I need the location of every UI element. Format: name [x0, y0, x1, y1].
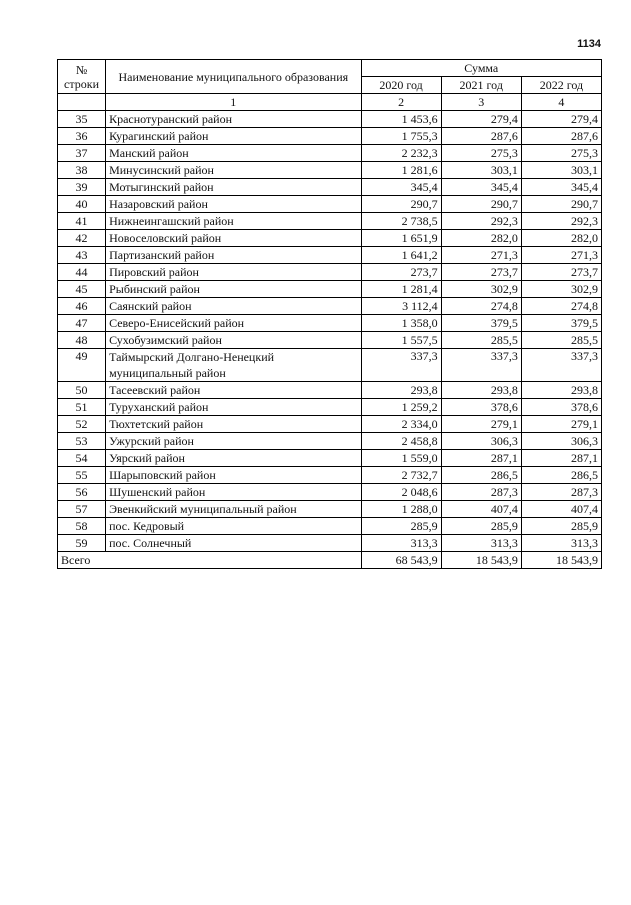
- row-value-2020: 2 732,7: [361, 467, 441, 484]
- row-value-2020: 1 641,2: [361, 247, 441, 264]
- row-value-2020: 1 281,6: [361, 162, 441, 179]
- row-name: Саянский район: [106, 298, 361, 315]
- row-value-2020: 1 755,3: [361, 128, 441, 145]
- row-value-2020: 1 559,0: [361, 450, 441, 467]
- row-number: 40: [58, 196, 106, 213]
- row-value-2021: 378,6: [441, 399, 521, 416]
- row-value-2022: 286,5: [521, 467, 601, 484]
- row-name: Шушенский район: [106, 484, 361, 501]
- row-value-2022: 287,3: [521, 484, 601, 501]
- total-2020: 68 543,9: [361, 552, 441, 569]
- header-index-4: 4: [521, 94, 601, 111]
- row-number: 45: [58, 281, 106, 298]
- row-value-2020: 3 112,4: [361, 298, 441, 315]
- row-value-2022: 345,4: [521, 179, 601, 196]
- row-value-2021: 275,3: [441, 145, 521, 162]
- row-number: 57: [58, 501, 106, 518]
- row-number: 46: [58, 298, 106, 315]
- table-row: [58, 332, 602, 349]
- row-value-2020: 2 334,0: [361, 416, 441, 433]
- row-value-2022: 274,8: [521, 298, 601, 315]
- header-no-word: строки: [64, 76, 100, 91]
- header-year-2020: 2020 год: [361, 77, 441, 94]
- table-row: [58, 128, 602, 145]
- row-value-2020: 2 458,8: [361, 433, 441, 450]
- row-value-2020: 337,3: [361, 349, 441, 382]
- row-number: 44: [58, 264, 106, 281]
- header-name: Наименование муниципального образования: [106, 60, 361, 94]
- row-value-2021: 287,3: [441, 484, 521, 501]
- row-value-2020: 273,7: [361, 264, 441, 281]
- row-value-2020: 1 259,2: [361, 399, 441, 416]
- row-value-2022: 275,3: [521, 145, 601, 162]
- page-number: 1134: [577, 38, 601, 50]
- row-number: 54: [58, 450, 106, 467]
- table-row: [58, 433, 602, 450]
- row-value-2021: 345,4: [441, 179, 521, 196]
- total-label: Всего: [58, 552, 362, 569]
- table-row: [58, 501, 602, 518]
- row-value-2021: 285,9: [441, 518, 521, 535]
- table-row: [58, 247, 602, 264]
- row-value-2022: 285,9: [521, 518, 601, 535]
- row-value-2020: 2 738,5: [361, 213, 441, 230]
- table-row: [58, 179, 602, 196]
- table-row: [58, 298, 602, 315]
- row-number: 38: [58, 162, 106, 179]
- row-name: Курагинский район: [106, 128, 361, 145]
- row-value-2022: 293,8: [521, 382, 601, 399]
- row-name: Партизанский район: [106, 247, 361, 264]
- table-row: [58, 467, 602, 484]
- row-number: 53: [58, 433, 106, 450]
- table-row: [58, 162, 602, 179]
- row-value-2021: 279,1: [441, 416, 521, 433]
- row-name: Тасеевский район: [106, 382, 361, 399]
- row-value-2020: 1 281,4: [361, 281, 441, 298]
- row-value-2021: 306,3: [441, 433, 521, 450]
- total-2022: 18 543,9: [521, 552, 601, 569]
- row-value-2022: 287,6: [521, 128, 601, 145]
- row-value-2022: 273,7: [521, 264, 601, 281]
- row-value-2022: 271,3: [521, 247, 601, 264]
- row-value-2020: 1 557,5: [361, 332, 441, 349]
- row-value-2020: 2 048,6: [361, 484, 441, 501]
- row-value-2021: 287,6: [441, 128, 521, 145]
- row-value-2021: 303,1: [441, 162, 521, 179]
- row-value-2020: 293,8: [361, 382, 441, 399]
- row-name: Рыбинский район: [106, 281, 361, 298]
- row-name: Назаровский район: [106, 196, 361, 213]
- row-number: 59: [58, 535, 106, 552]
- row-number: 50: [58, 382, 106, 399]
- row-number: 55: [58, 467, 106, 484]
- header-index-1: [58, 94, 106, 111]
- row-number: 35: [58, 111, 106, 128]
- row-value-2021: 279,4: [441, 111, 521, 128]
- total-2021: 18 543,9: [441, 552, 521, 569]
- header-row-number: [58, 60, 106, 94]
- row-name: Шарыповский район: [106, 467, 361, 484]
- row-name: Мотыгинский район: [106, 179, 361, 196]
- row-number: 56: [58, 484, 106, 501]
- table-row: [58, 450, 602, 467]
- row-value-2020: 1 358,0: [361, 315, 441, 332]
- row-value-2020: 1 453,6: [361, 111, 441, 128]
- row-number: 52: [58, 416, 106, 433]
- table-row: [58, 315, 602, 332]
- row-value-2022: 306,3: [521, 433, 601, 450]
- row-value-2022: 279,1: [521, 416, 601, 433]
- row-number: 36: [58, 128, 106, 145]
- row-value-2021: 282,0: [441, 230, 521, 247]
- row-name: Туруханский район: [106, 399, 361, 416]
- row-value-2022: 279,4: [521, 111, 601, 128]
- row-name: пос. Кедровый: [106, 518, 361, 535]
- row-value-2020: 313,3: [361, 535, 441, 552]
- header-sum: Сумма: [361, 60, 601, 77]
- row-number: 51: [58, 399, 106, 416]
- row-number: 41: [58, 213, 106, 230]
- table-row: [58, 145, 602, 162]
- table-body: [58, 111, 602, 552]
- row-value-2022: 379,5: [521, 315, 601, 332]
- table-row: [58, 281, 602, 298]
- table-header: [58, 60, 602, 111]
- row-value-2020: 290,7: [361, 196, 441, 213]
- row-value-2020: 285,9: [361, 518, 441, 535]
- row-value-2021: 271,3: [441, 247, 521, 264]
- row-name: Манский район: [106, 145, 361, 162]
- row-number: 58: [58, 518, 106, 535]
- row-value-2021: 274,8: [441, 298, 521, 315]
- row-value-2022: 378,6: [521, 399, 601, 416]
- row-value-2020: 2 232,3: [361, 145, 441, 162]
- row-value-2022: 290,7: [521, 196, 601, 213]
- table-row: [58, 484, 602, 501]
- row-name: Краснотуранский район: [106, 111, 361, 128]
- row-value-2021: 313,3: [441, 535, 521, 552]
- row-value-2021: 379,5: [441, 315, 521, 332]
- total-row: [58, 552, 602, 569]
- row-name: Минусинский район: [106, 162, 361, 179]
- table-row: [58, 213, 602, 230]
- header-no-symbol: №: [75, 62, 88, 77]
- row-name: Таймырский Долгано-Ненецкий муниципальный район: [106, 349, 361, 382]
- row-name: Тюхтетский район: [106, 416, 361, 433]
- row-number: 42: [58, 230, 106, 247]
- header-index-3: 3: [441, 94, 521, 111]
- row-name: Сухобузимский район: [106, 332, 361, 349]
- row-value-2021: 407,4: [441, 501, 521, 518]
- table-row: [58, 399, 602, 416]
- row-value-2021: 293,8: [441, 382, 521, 399]
- row-name: Северо-Енисейский район: [106, 315, 361, 332]
- row-value-2021: 273,7: [441, 264, 521, 281]
- row-value-2020: 1 651,9: [361, 230, 441, 247]
- row-value-2021: 292,3: [441, 213, 521, 230]
- row-name: Пировский район: [106, 264, 361, 281]
- row-value-2022: 407,4: [521, 501, 601, 518]
- row-name: Ужурский район: [106, 433, 361, 450]
- row-value-2021: 286,5: [441, 467, 521, 484]
- header-index-2: 2: [361, 94, 441, 111]
- table-row: [58, 382, 602, 399]
- row-value-2021: 302,9: [441, 281, 521, 298]
- row-name: Новоселовский район: [106, 230, 361, 247]
- row-value-2022: 303,1: [521, 162, 601, 179]
- header-year-2021: 2021 год: [441, 77, 521, 94]
- budget-table: [57, 59, 602, 569]
- table-row: [58, 111, 602, 128]
- row-name: Уярский район: [106, 450, 361, 467]
- header-year-2022: 2022 год: [521, 77, 601, 94]
- row-value-2020: 1 288,0: [361, 501, 441, 518]
- row-number: 37: [58, 145, 106, 162]
- row-value-2022: 337,3: [521, 349, 601, 382]
- row-name: Нижнеингашский район: [106, 213, 361, 230]
- row-value-2020: 345,4: [361, 179, 441, 196]
- row-value-2022: 302,9: [521, 281, 601, 298]
- row-value-2021: 337,3: [441, 349, 521, 382]
- row-value-2021: 290,7: [441, 196, 521, 213]
- header-index-1b: 1: [106, 94, 361, 111]
- row-value-2022: 282,0: [521, 230, 601, 247]
- row-value-2021: 285,5: [441, 332, 521, 349]
- row-number: 47: [58, 315, 106, 332]
- row-value-2022: 292,3: [521, 213, 601, 230]
- row-value-2021: 287,1: [441, 450, 521, 467]
- row-name: Эвенкийский муниципальный район: [106, 501, 361, 518]
- table-row: [58, 349, 602, 382]
- row-name: пос. Солнечный: [106, 535, 361, 552]
- table-row: [58, 230, 602, 247]
- row-number: 39: [58, 179, 106, 196]
- row-number: 48: [58, 332, 106, 349]
- table-row: [58, 264, 602, 281]
- row-value-2022: 313,3: [521, 535, 601, 552]
- row-value-2022: 287,1: [521, 450, 601, 467]
- row-number: 49: [58, 349, 106, 382]
- table-row: [58, 196, 602, 213]
- table-row: [58, 416, 602, 433]
- table-row: [58, 535, 602, 552]
- row-number: 43: [58, 247, 106, 264]
- row-value-2022: 285,5: [521, 332, 601, 349]
- table-row: [58, 518, 602, 535]
